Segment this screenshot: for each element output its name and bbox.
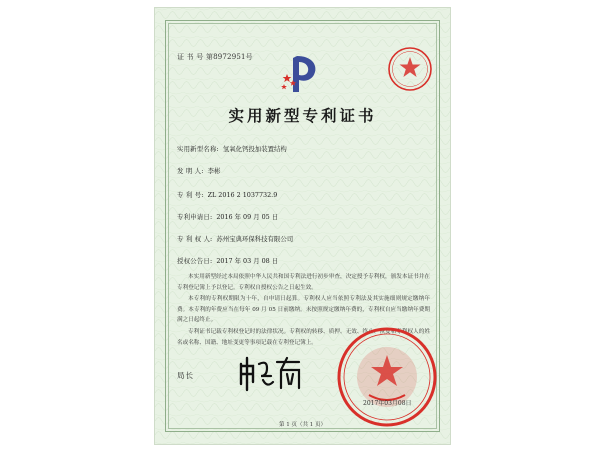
field-label: 专 利 号: — [177, 191, 204, 199]
field-patent-number — [177, 190, 277, 199]
paragraph-grant-notice: 本实用新型经过本局依照中华人民共和国专利法进行初步审查，决定授予专利权，颁发本证书并在专利登记簿上予以登记。专利权自授权公告之日起生效。 — [177, 274, 430, 291]
field-value: 2017 年 03 月 08 日 — [216, 257, 279, 265]
page-footer: 第 1 页（共 1 页） — [279, 422, 326, 428]
certificate-paper — [155, 8, 450, 444]
field-label: 发 明 人: — [177, 167, 204, 175]
signature-title-director: 局长 — [177, 371, 194, 380]
field-label: 授权公告日: — [177, 257, 213, 265]
patent-office-logo-icon — [281, 54, 325, 94]
field-value: 氢氧化钙投加装置结构 — [222, 145, 287, 153]
certificate-number: 证 书 号 第8972951号 — [177, 53, 253, 61]
field-value: 2016 年 09 月 05 日 — [216, 213, 279, 221]
field-utility-model-name — [177, 144, 287, 153]
field-label: 专 利 权 人: — [177, 235, 213, 243]
stamp-date: 2017年03月08日 — [363, 400, 412, 407]
certificate-title: 实用新型专利证书 — [228, 106, 377, 125]
field-label: 专利申请日: — [177, 213, 213, 221]
field-inventor — [177, 166, 220, 175]
red-official-seal-icon — [335, 325, 439, 429]
field-application-date — [177, 212, 278, 221]
field-value: 李彬 — [207, 167, 221, 175]
director-signature — [237, 354, 307, 394]
red-seal-top-icon — [387, 46, 433, 92]
field-grant-date — [177, 256, 278, 265]
paragraph-status-notice: 专利证书记载专利权登记时的法律状况。专利权的转移、质押、无效、终止、恢复和专利权人的姓名或名称、国籍、地址变更等事项记载在专利登记簿上。 — [177, 329, 430, 346]
field-value: ZL 2016 2 1037732.9 — [207, 191, 278, 199]
field-value: 苏州宝典环保科技有限公司 — [216, 235, 294, 243]
paragraph-term-notice: 本专利的专利权期限为十年，自申请日起算。专利权人应当依照专利法及其实施细则规定缴纳年费。本专利的年费应当在每年 09 月 05 日前缴纳。未按照规定缴纳年费的，专利权自应当缴纳年费期满之日起终止。 — [177, 296, 430, 324]
field-label: 实用新型名称: — [177, 145, 219, 153]
field-patentee — [177, 234, 293, 243]
